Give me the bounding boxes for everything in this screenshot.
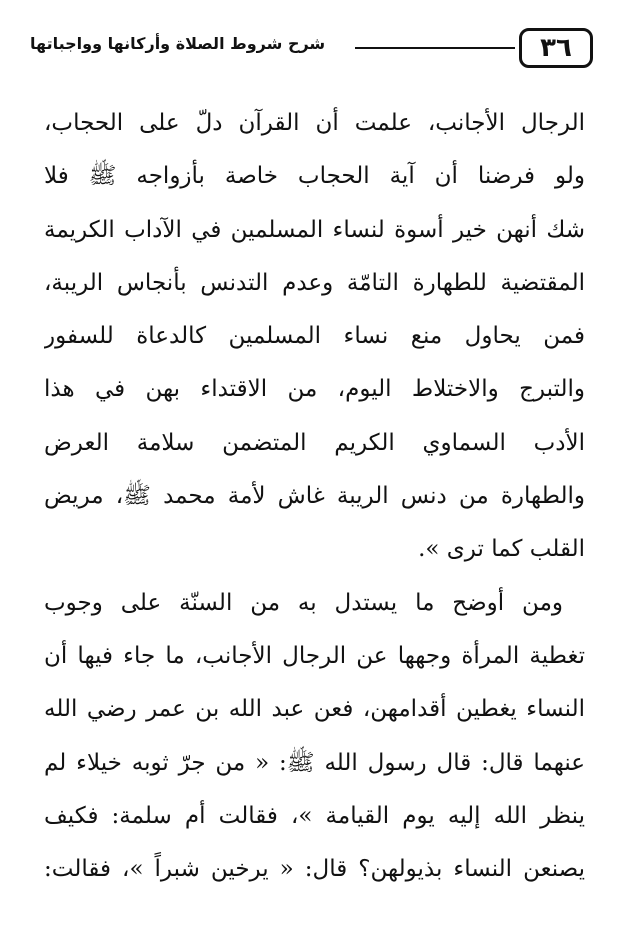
text-line: الرجال الأجانب، علمت أن القرآن دلّ على الحجاب، bbox=[44, 110, 585, 136]
text-line: تغطية المرأة وجهها عن الرجال الأجانب، ما جاء فيها أن bbox=[44, 642, 585, 669]
body-text bbox=[44, 97, 585, 896]
text-line: الأدب السماوي الكريم المتضمن سلامة العرض bbox=[44, 429, 585, 456]
text-line: والطهارة من دنس الريبة غاش لأمة محمد ﷺ، مريض bbox=[44, 483, 585, 510]
text-line: المقتضية للطهارة التامّة وعدم التدنس بأنجاس الريبة، bbox=[44, 269, 585, 296]
text-line: فمن يحاول منع نساء المسلمين كالدعاة للسفور bbox=[44, 323, 585, 350]
page-number: ٣٦ bbox=[519, 28, 593, 68]
text-line: ينظر الله إليه يوم القيامة »، فقالت أم سلمة: فكيف bbox=[44, 802, 585, 829]
text-line: القلب كما ترى ». bbox=[418, 536, 585, 563]
running-title: شرح شروط الصلاة وأركانها وواجباتها bbox=[30, 34, 326, 53]
text-line: شك أنهن خير أسوة لنساء المسلمين في الآداب الكريمة bbox=[44, 216, 585, 243]
page-header bbox=[30, 28, 599, 74]
header-rule bbox=[355, 47, 515, 49]
text-line: ولو فرضنا أن آية الحجاب خاصة بأزواجه ﷺ فلا bbox=[44, 163, 585, 190]
text-line: يصنعن النساء بذيولهن؟ قال: « يرخين شبراً »، فقالت: bbox=[44, 856, 585, 883]
text-line: النساء يغطين أقدامهن، فعن عبد الله بن عمر رضي الله bbox=[44, 696, 585, 723]
text-line: ومن أوضح ما يستدل به من السنّة على وجوب bbox=[44, 589, 563, 616]
text-line: والتبرج والاختلاط اليوم، من الاقتداء بهن في هذا bbox=[44, 376, 585, 403]
text-line: عنهما قال: قال رسول الله ﷺ: « من جرّ ثوبه خيلاء لم bbox=[44, 749, 585, 776]
